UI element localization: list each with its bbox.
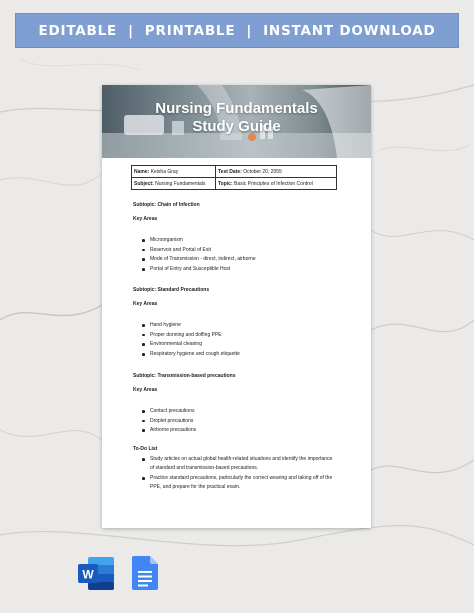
topic-value: Basic Principles of Infection Control (234, 180, 313, 187)
name-value: Keisha Gray (150, 168, 179, 175)
list-item: Environmental cleaning (142, 341, 240, 351)
subject-cell (132, 178, 216, 190)
todo-item: Study articles on actual global health-related situations and identify the importance of standard and transmission-based precautions. (142, 455, 337, 474)
list-item: Hand hygiene (142, 322, 240, 332)
student-info-table (131, 165, 337, 190)
document-title (102, 100, 371, 136)
list-item: Contact precautions (142, 408, 196, 418)
key-areas-heading: Key Areas (133, 387, 158, 393)
list-item: Airborne precautions (142, 427, 196, 437)
list-item: Mode of Transmission - direct, indirect, airborne (142, 256, 256, 266)
list-item: Droplet precautions (142, 418, 196, 428)
key-areas-heading: Key Areas (133, 216, 158, 222)
topic-label: Topic: (218, 180, 233, 187)
key-areas-list (142, 322, 240, 361)
banner-text: EDITABLE | PRINTABLE | INSTANT DOWNLOAD (38, 22, 436, 39)
list-item: Respiratory hygiene and cough etiquette (142, 351, 240, 361)
hero-image (102, 85, 371, 158)
topic-cell (216, 178, 337, 190)
list-item: Portal of Entry and Susceptible Host (142, 266, 256, 276)
list-item: Reservoir and Portal of Exit (142, 247, 256, 257)
todo-heading: To-Do List (133, 446, 158, 452)
subtopic-heading: Subtopic: Transmission-based precautions (133, 373, 236, 379)
table-row (132, 166, 337, 178)
test-date-cell (216, 166, 337, 178)
name-cell (132, 166, 216, 178)
key-areas-list (142, 408, 196, 437)
title-line-1: Nursing Fundamentals (155, 100, 318, 117)
feature-banner (15, 13, 459, 48)
subject-label: Subject: (134, 180, 154, 187)
svg-text:W: W (82, 567, 94, 582)
microsoft-word-icon[interactable] (78, 557, 114, 590)
subtopic-heading: Subtopic: Standard Precautions (133, 287, 210, 293)
subject-value: Nursing Fundamentals (155, 180, 206, 187)
google-docs-icon[interactable] (132, 556, 158, 590)
list-item: Microorganism (142, 237, 256, 247)
document-preview (102, 85, 371, 528)
test-date-label: Test Date: (218, 168, 242, 175)
subtopic-heading: Subtopic: Chain of Infection (133, 202, 200, 208)
key-areas-heading: Key Areas (133, 301, 158, 307)
list-item: Proper donning and doffing PPE (142, 332, 240, 342)
name-label: Name: (134, 168, 150, 175)
todo-list (142, 455, 337, 493)
todo-item: Practice standard precautions, particularly the correct wearing and taking off of the PPE, and prepare for the practical exam. (142, 474, 337, 493)
test-date-value: October 20, 2055 (243, 168, 282, 175)
title-line-2: Study Guide (192, 118, 281, 135)
key-areas-list (142, 237, 256, 276)
table-row (132, 178, 337, 190)
